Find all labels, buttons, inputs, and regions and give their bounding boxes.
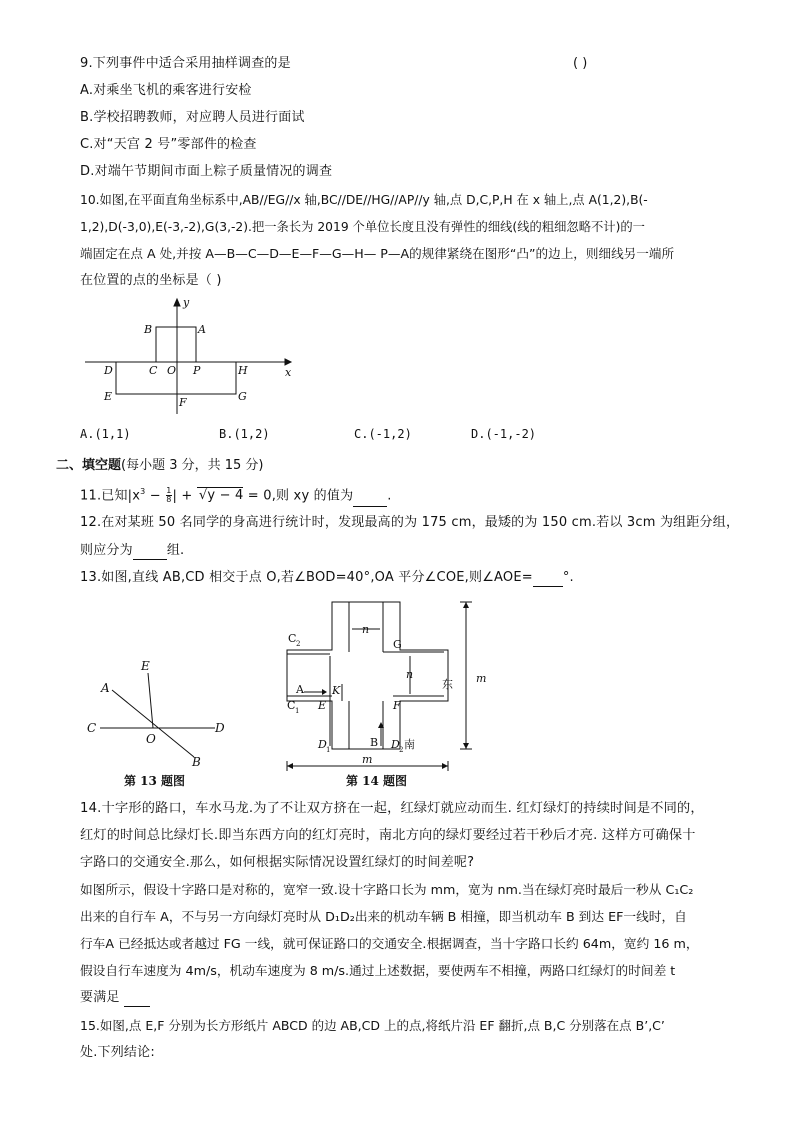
q11-post: = 0,则 xy 的值为: [243, 488, 354, 504]
fig14-m-bottom: m: [362, 753, 373, 766]
fig14-c1: C: [287, 699, 296, 712]
q14-line-8-text: 要满足: [80, 990, 120, 1005]
fig14-g: G: [393, 638, 402, 651]
fig14-m-right: m: [476, 672, 487, 685]
y-axis-arrow: [174, 299, 180, 306]
q10-option-b: B.(1,2): [219, 427, 270, 441]
q9-option-a: A.对乘坐飞机的乘客进行安检: [80, 83, 252, 98]
point-e: E: [104, 390, 113, 403]
x-label: x: [285, 366, 292, 379]
fig14-d1-sub: 1: [326, 746, 331, 754]
q11: [80, 482, 392, 507]
q14-line-2: 红灯的时间总比绿灯长.即当东西方向的红灯亮时，南北方向的绿灯要经过若干秒后才亮. 这样方可确保十: [80, 828, 696, 843]
q13-answer-blank[interactable]: [533, 570, 563, 587]
q15-line-1: 15.如图,点 E,F 分别为长方形纸片 ABCD 的边 AB,CD 上的点,将纸片沿 EF 翻折,点 B,C 分别落在点 B’,C’: [80, 1018, 665, 1033]
fig13-d: D: [215, 721, 225, 735]
q11-plus: | +: [172, 488, 197, 504]
q11-minus: −: [145, 488, 166, 504]
q11-pre: 11.已知|x: [80, 488, 141, 504]
section-title: 二、填空题: [56, 458, 122, 473]
q12-line-2-pre: 则应分为: [80, 543, 133, 558]
q14-line-5: 出来的自行车 A，不与另一方向绿灯亮时从 D₁D₂出来的机动车辆 B 相撞，即当机动车 B 到达 EF一线时，自: [80, 909, 687, 924]
q9-stem: 9.下列事件中适合采用抽样调查的是: [80, 56, 291, 71]
q11-exponent: 3: [140, 487, 146, 496]
fig14-n-top: n: [362, 623, 370, 636]
point-a: A: [198, 323, 206, 336]
q11-sqrt: √y − 4: [198, 488, 244, 504]
q10-option-a: A.(1,1): [80, 427, 131, 441]
fig14-n-mid: n: [406, 668, 414, 681]
q15-line-2: 处.下列结论:: [80, 1045, 155, 1060]
q9-option-d: D.对端午节期间市面上粽子质量情况的调查: [80, 164, 333, 179]
q14-answer-blank[interactable]: [124, 990, 150, 1007]
convex-top: [156, 327, 196, 362]
fig14-d2-sub: 2: [399, 746, 404, 754]
q10-line-2: 1,2),D(-3,0),E(-3,-2),G(3,-2).把一条长为 2019 个单位长度且没有弹性的细线(线的粗细忽略不计)的一: [80, 220, 645, 234]
q11-numerator: 1: [166, 486, 172, 496]
q14-line-6: 行车A 已经抵达或者越过 FG 一线，就可保证路口的交通安全.根据调查，当十字路口长约 64m，宽约 16 m，: [80, 936, 699, 951]
q14-line-3: 字路口的交通安全.那么，如何根据实际情况设置红绿灯的时间差呢?: [80, 855, 475, 870]
fig13: [80, 655, 240, 770]
fig14-c1-sub: 1: [295, 707, 300, 715]
q10-line-3: 端固定在点 A 处,并按 A—B—C—D—E—F—G—H— P—A的规律紧绕在图形“凸”的边上，则细线另一端所: [80, 246, 675, 261]
q10-line-4: 在位置的点的坐标是（ ): [80, 273, 222, 288]
fig14-f: F: [393, 699, 401, 712]
fig13-e: E: [141, 659, 150, 673]
q11-radicand: y − 4: [207, 488, 244, 504]
point-p: P: [193, 364, 201, 377]
point-d: D: [104, 364, 113, 377]
q12-line-2-post: 组.: [166, 543, 185, 558]
q11-answer-blank[interactable]: [353, 486, 387, 507]
q10-option-c: C.(-1,2): [354, 427, 412, 441]
point-b: B: [144, 323, 153, 336]
q14-line-1: 14.十字形的路口，车水马龙.为了不让双方挤在一起，红绿灯就应动而生. 红灯绿灯的持续时间是不同的，: [80, 801, 704, 816]
q11-fraction: [166, 487, 171, 504]
q14-line-8: [80, 990, 150, 1007]
section-note: (每小题 3 分，共 15 分): [121, 458, 264, 473]
fig14-k: K: [332, 684, 341, 697]
fig14-south: 南: [404, 738, 415, 751]
fig14-c2-sub: 2: [296, 640, 301, 648]
x-axis-arrow: [285, 359, 291, 365]
fig14-east: 东: [442, 678, 453, 691]
q13-pre: 13.如图,直线 AB,CD 相交于点 O,若∠BOD=40°,OA 平分∠COE,则∠AOE=: [80, 570, 533, 585]
y-label: y: [183, 296, 190, 309]
point-c: C: [149, 364, 158, 377]
point-g: G: [238, 390, 247, 403]
fig14-c2: C: [288, 632, 297, 645]
q10-figure: [80, 296, 300, 416]
q13: [80, 570, 574, 587]
q10-line-1: 10.如图,在平面直角坐标系中,AB//EG//x 轴,BC//DE//HG//AP//y 轴,点 D,C,P,H 在 x 轴上,点 A(1,2),B(-: [80, 193, 648, 207]
fig14: [280, 596, 490, 771]
fig13-o: O: [146, 732, 156, 746]
q12-line-2: [80, 543, 184, 560]
fig13-c: C: [87, 721, 97, 735]
q14-line-7: 假设自行车速度为 4m/s，机动车速度为 8 m/s.通过上述数据，要使两车不相撞，两路口红绿灯的时间差 t: [80, 963, 676, 978]
fig14-caption: 第 14 题图: [346, 774, 408, 788]
fig13-a: A: [101, 681, 110, 695]
point-f: F: [179, 396, 187, 409]
fig13-caption: 第 13 题图: [124, 774, 186, 788]
q10-option-d: D.(-1,-2): [471, 427, 537, 441]
q14-line-4: 如图所示，假设十字路口是对称的，宽窄一致.设十字路口长为 mm，宽为 nm.当在绿灯亮时最后一秒从 C₁C₂: [80, 882, 694, 897]
point-o: O: [167, 364, 177, 377]
fig14-d1: D: [318, 738, 327, 751]
q11-denominator: 8: [166, 495, 172, 505]
fig14-e: E: [318, 699, 327, 712]
point-h: H: [238, 364, 248, 377]
fig13-b: B: [192, 755, 201, 769]
q9-option-b: B.学校招聘教师，对应聘人员进行面试: [80, 110, 305, 125]
section-heading: [56, 454, 264, 473]
q11-end: .: [387, 488, 392, 504]
q12-line-1: 12.在对某班 50 名同学的身高进行统计时，发现最高的为 175 cm，最矮的为 150 cm.若以 3cm 为组距分组，: [80, 515, 740, 530]
q13-post: °.: [562, 570, 574, 585]
q12-answer-blank[interactable]: [133, 543, 167, 560]
fig14-b: B: [370, 736, 379, 749]
q9-answer-paren: ( ): [573, 56, 588, 71]
fig14-a: A: [296, 683, 304, 696]
fig14-d2: D: [391, 738, 400, 751]
q9-option-c: C.对“天宫 2 号”零部件的检查: [80, 137, 257, 152]
